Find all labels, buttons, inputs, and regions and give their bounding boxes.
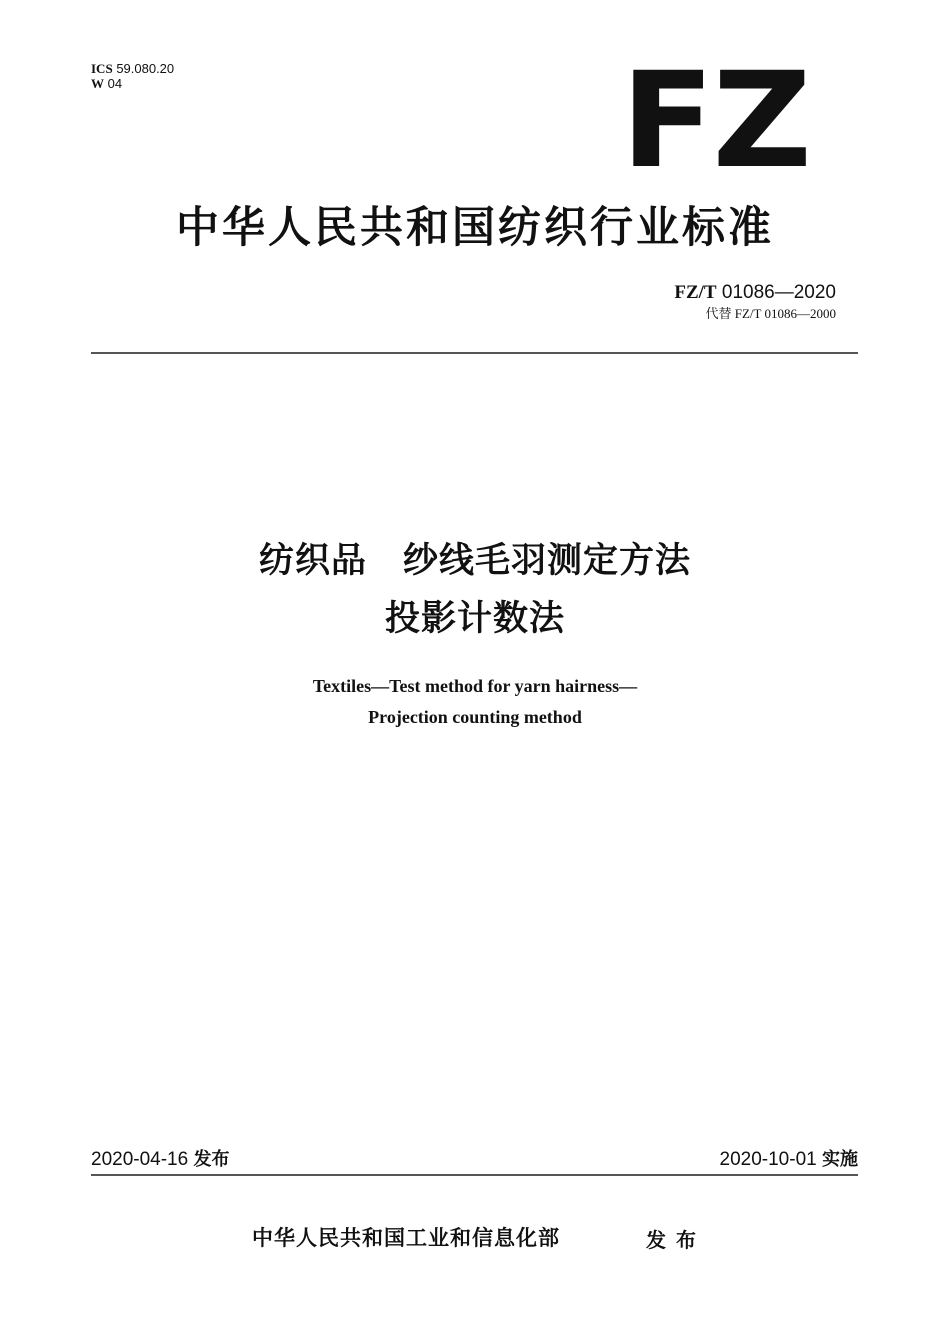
- issue-date-label: 发布: [193, 1149, 230, 1170]
- standard-number-value: 01086—2020: [721, 282, 836, 303]
- issuer-name: 中华人民共和国工业和信息化部: [252, 1226, 560, 1250]
- issuer-action: 发布: [646, 1228, 706, 1252]
- implement-date-value: 2020-10-01: [719, 1149, 817, 1170]
- issue-date: [91, 1145, 229, 1171]
- title-en-line2: Projection counting method: [368, 707, 582, 727]
- implement-date: [720, 1145, 858, 1171]
- title-cn-line1: 纺织品 纱线毛羽测定方法: [258, 541, 691, 581]
- title-en-line1: Textiles—Test method for yarn hairness—: [312, 676, 638, 696]
- ics-line: [91, 61, 174, 76]
- standard-number: [674, 282, 836, 304]
- class-prefix: W: [91, 76, 104, 91]
- ics-code: 59.080.20: [116, 61, 175, 76]
- fz-logo: FZ: [620, 44, 810, 198]
- ics-block: [91, 61, 174, 91]
- title-cn-line2: 投影计数法: [384, 599, 565, 639]
- issue-date-value: 2020-04-16: [91, 1149, 189, 1170]
- replaces-standard: 代替 FZ/T 01086—2000: [705, 306, 836, 321]
- ics-label: ICS: [91, 61, 113, 76]
- implement-date-label: 实施: [822, 1149, 858, 1170]
- class-line: [91, 76, 174, 91]
- standard-number-prefix: FZ/T: [674, 282, 717, 303]
- bottom-divider: [91, 1174, 858, 1176]
- top-divider: [91, 352, 858, 354]
- organization-title: 中华人民共和国纺织行业标准: [176, 203, 774, 253]
- class-code: 04: [107, 76, 123, 91]
